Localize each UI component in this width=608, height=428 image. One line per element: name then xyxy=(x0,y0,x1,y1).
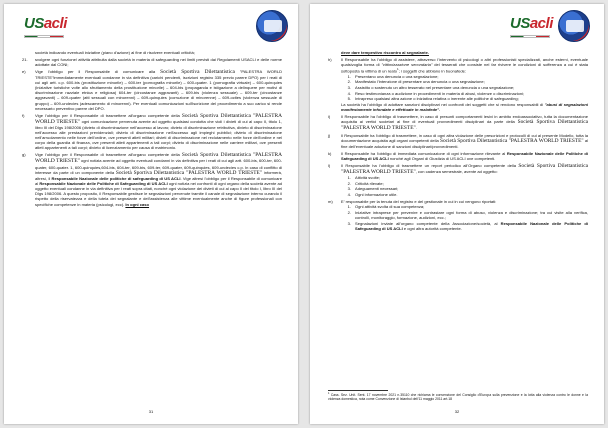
list-item: 4. Reso testimonianza o audizione in procedimenti in materia di abusi, violenze o discriminazioni; xyxy=(347,90,525,96)
palestra-world-trieste-logo xyxy=(558,10,590,42)
page-number: 31 xyxy=(148,408,154,414)
item-f: f) Vige l'obbligo per il Responsabile di trasmettere all'organo competente della Società Sportiva Dilettantistica "PALESTRA WORLD TRIESTE" ogni comunicazione pervenuta avente ad oggetto qualsiasi condotta che violi i divieti di cui al capo II, titolo 1, libro III del Dlgs 198/2006 (divieto di discriminazione nell'accesso al lavoro; divieto di discriminazione retributiva, divieto di discriminazione nell'accesso alle prestazioni previdenziali; divieto di discriminazione nell'accesso agli impieghi pubblici; divieto di discriminazione nell'arruolamento nelle forze dell'ordine, ove presenti atleti militari; divieti di discriminazione nel reclutamento nelle forze dell'ordine e nel corpo della guardia di finanza, ove presenti atleti appartenenti a tali corpi; divieto di discriminazione nelle carriere militari, ove presenti atleti appartenenti a tali corpi; divieto di licenziamento per causa di matrimonio. xyxy=(22,112,283,151)
item-k: k) Il Responsabile ha l'obbligo di immediata comunicazione di ogni informazione rilevante al Responsabile Nazionale delle Politiche di Safeguarding di US ACLI nonché agli Organi di Giustizia di US ACLI ove competenti. xyxy=(328,150,589,162)
item-m: m) E' responsabile per la tenuta del registro e del gestionale in cui in cui vengono riportati: 1. Ogni attività svolta di sua competenza; 2. Iniziative intraprese per prevenire e contrastare ogni forma di abuso, violenza e discriminazione; tra cui visite alla verifica, controlli, monitoraggio, formazione, audizioni, ecc.; 3. Segnalazioni inviate all'organo competente della Associazione/società, al Responsabile Nazionale delle Politiche di Safeguarding di US ACLI e ogni altra autorità competente. xyxy=(328,199,589,232)
usacli-logo: USacli xyxy=(22,14,66,40)
usacli-logo: USacli xyxy=(508,14,552,40)
intro-text: società indicando eventuali iniziative (piano d'azione) al fine di risolvere eventuali criticità; xyxy=(35,50,195,55)
list-item: 2. Criticità rilevate; xyxy=(347,180,384,186)
intro-text: deve dare tempestivo riscontro al segnalante. xyxy=(341,50,429,55)
page-32 xyxy=(310,4,604,424)
item-e: e) Vige l'obbligo per il Responsabile di comunicare alla Società Sportiva Dilettantistica "PALESTRA WORLD TRIESTE"immediatamente eventuali condanne in via definitiva (carichi pendenti, iscrizioni registro 335 previo parere DPO) per i reati di cui agli artt. c.p. 600-bis (prostituzione minorile) – 600-ter (pornografia minorile) – 600-quater. 1 (pornografia virtuale) – 600-quinquies (iniziative turistiche volte allo sfruttamento della prostituzione minorile) – 604-bis (propaganda e istigazione a delinquere per motivi di discriminazione razziale etnica e religiosa) 604-ter (circostanze aggravanti) – 609-bis (violenza sessuale) – 609-ter (circostanze aggravanti) – 609-quater (atti sessuali con minorenni) – 609-quinquies (corruzione di minorenne) – 609-octies (violenza sessuale di gruppo) – 609-undecies (adescamento di minorenni). Per eventuali comunicazioni sull'iscrizione del procedimento a suo carico si rende necessario preventivo parere del DPO. xyxy=(22,68,282,111)
item-21: 21. svolgere ogni funzione/ attività attribuita dalla società in materia di safeguarding nei limiti previsti dai Regolamenti USACLI e delle norme adottate dal CONI; xyxy=(22,56,282,67)
page-number: 32 xyxy=(454,408,460,414)
list-item: 5. Intrapreso qualsiasi altra azione o iniziativa relativa o inerente alle politiche di safeguarding; xyxy=(347,96,519,102)
item-j: j) Il Responsabile ha l'obbligo di trasmettere, in caso di ogni altra violazione delle prescrizioni e protocolli di cui al presente Modello, tutta la documentazione acquisita agli organi competenti della Società Sportiva Dilettantistica "PALESTRA WORLD TRIESTE" al fine dell'eventuale adozione di sanzioni disciplinari/provvedimenti. xyxy=(328,132,588,150)
item-g: g) Vige l'obbligo per il Responsabile di trasmettere all'organo competente della Società Sportiva Dilettantistica "PALESTRA WORLD TRIESTE" ogni notizia avente ad oggetto eventuali condanni in via definitiva per i reati di cui agli artt. 600-bis, 600-ter, 600-quater, 600-quater. 1, 600-quinquies,604-bis, 604-ter, 609-bis, 609-ter, 609-quater, 609-quinquies, 609-undecies c.p. In caso di conflitto di interesse da parte di un componente della Società Sportiva Dilettantistica "PALESTRA WORLD TRIESTE" informerà, altresì, il Responsabile Nazionale delle politiche di safeguarding di US ACLI. Vige altresì l'obbligo per il Responsabile di comunicare al Responsabile Nazionale delle Politiche di Safeguarding di US ACLI ogni notizia nei confronti di ogni organo della società avente ad oggetto eventuali condanne in via definitiva per i reati sopra citati, nonché ogni violazione dei divieti di cui al capo II del titolo I, libro III del Dlgs 198/2006. A questo proposito, il Responsabile gestisce le segnalazioni pervenute tramite il canale di segnalazione interno curando il rispetto della riservatezza e della tutela dei segnalante e dell'assistenza alle vittime eventualmente anche di figure professionali con specifiche competenze in materia (psicologi, ecc). In ogni caso xyxy=(22,152,283,207)
page-31-body xyxy=(22,50,282,208)
list-item: 1. Attività svolte; xyxy=(347,175,380,181)
list-item: 3. Segnalazioni inviate all'organo competente della Associazione/società, al Responsabile Nazionale delle Politiche di Safeguarding di US ACLI e ogni altra autorità competente. xyxy=(347,220,589,232)
list-item: 2. Manifestato l'intenzione di presentare una denuncia o una segnalazione; xyxy=(347,79,485,85)
item-i: i) Il Responsabile ha l'obbligo di trasmettere, in caso di presunti comportamenti lesivi in ambito endoassociativo, tutta la documentazione acquisita ai vertici societari al fine di eventuali provvedimenti disciplinari da parte della Società Sportiva Dilettantistica "PALESTRA WORLD TRIESTE". xyxy=(328,113,588,132)
list-item: 4. Ogni informazione utile. xyxy=(347,192,398,198)
footnote: $^1$ Cass. Sez. Unit. Sent. 17 novembre 2021 n.35110 che richiama le convenzione del Consiglio d'Europa sulla prevenzione e la lotta alla violenza contro le donne e la violenza domestica, nota come Convenzione di Istanbul dell'11 maggio 2011 art.18 xyxy=(328,392,588,402)
list-item: 1. Ogni attività svolta di sua competenza; xyxy=(347,204,425,210)
list-item: 3. Assistito o sostenuto un altro tesserato nel presentare una denuncia o una segnalazione; xyxy=(347,84,515,90)
page-32-body xyxy=(328,50,588,233)
list-item: 1. Presentano una denuncia o una segnalazione; xyxy=(347,73,439,79)
footnote-rule xyxy=(328,390,388,391)
palestra-world-trieste-logo xyxy=(256,10,288,42)
list-item: 2. Iniziative intraprese per prevenire e contrastare ogni forma di abuso, violenza e discriminazione; tra cui visite alla verifica, controlli, monitoraggio, formazione, audizioni, ecc.; xyxy=(347,210,588,221)
item-h: h) Il Responsabile ha l'obbligo di assistere, attraverso l'intervento di psicologi o altri professionisti specializzati, anche esterni, eventuale qualsivoglia forma di "vittimizzazione secondaria" del tesserati che consiste nel far rivivere le condizioni di sofferenza a cui è stata sottoposta la vittima di un reato$^1$; i soggetti che abbiano in buonafede: 1. Presentano una denuncia o una segnalazione; 2. Manifestato l'intenzione di presentare una denuncia o una segnalazione; 3. Assistito o sostenuto un altro tesserato nel presentare una denuncia o una segnalazione; 4. Reso testimonianza o audizione in procedimenti in materia di abusi, violenze o discriminazioni; 5. Intrapreso qualsiasi altra azione o iniziativa relativa o inerente alle politiche di safeguarding; La società ha l'obbligo di adottare sanzioni disciplinari nei confronti dei soggetti che si rendono responsabili di "abusi di segnalazioni manifestamente infondate e effettuate in malafede". xyxy=(328,56,589,112)
list-item: 3. Adeguamenti necessari; xyxy=(347,186,399,192)
page-31 xyxy=(4,4,298,424)
item-l: l) Il Responsabile ha l'obbligo di trasmettere un report periodico all'Organo competente della Società Sportiva Dilettantistica "PALESTRA WORLD TRIESTE", con cadenza semestrale, avente ad oggetto: 1. Attività svolte; 2. Criticità rilevate; 3. Adeguamenti necessari; 4. Ogni informazione utile. xyxy=(328,162,588,198)
